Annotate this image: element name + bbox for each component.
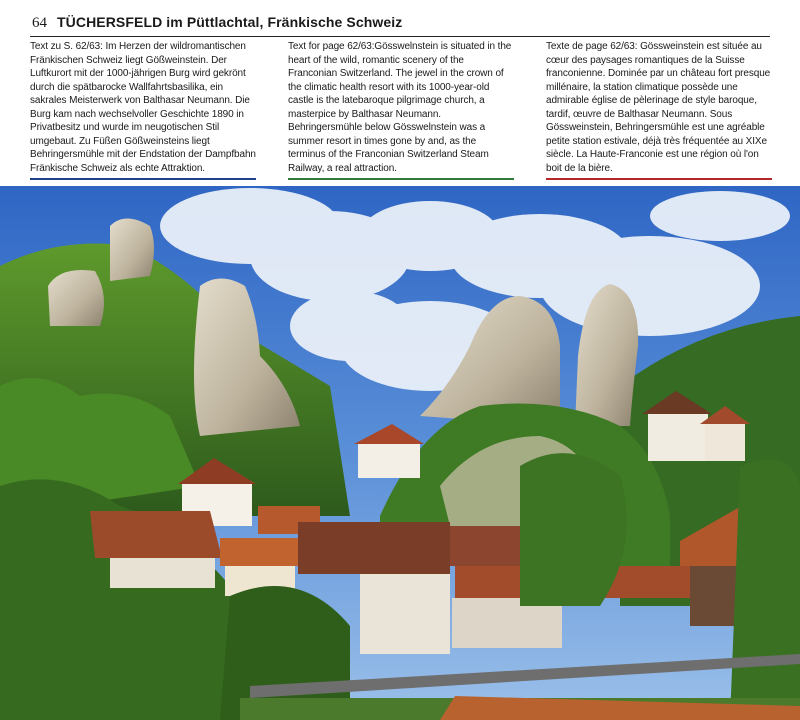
page-number: 64 xyxy=(32,15,47,31)
german-text: Text zu S. 62/63: Im Herzen der wildromantischen Fränkischen Schweiz liegt Gößweinstein. Der Luftkurort mit der 1000-jährigen Burg wird gekrönt durch die spätbarocke Wallfahrtsbasilika, ein sakrales Meisterwerk von Balthasar Neumann. Die Burg kam nach wechselvoller Geschichte 1890 in Privatbesitz und wurde im neugotischen Stil umgebaut. Zu Füßen Gößweinsteins liegt Behringersmühle mit der Endstation der Dampfbahn Fränkische Schweiz als echte Attraktion. xyxy=(30,41,256,174)
page-header xyxy=(30,14,770,37)
column-rule-english xyxy=(288,178,514,180)
french-text: Texte de page 62/63: Gössweinstein est située au cœur des paysages romantiques de la Suisse franconienne. Dominée par un château fort presque millénaire, la station climatique possède une admirable église de pèlerinage de style baroque, tardif, œuvre de Balthasar Neumann. Sous Gössweinstein, Behringersmühle est une agréable petite station estivale, déjà très fréquentée au XIXe siècle. La Haute-Franconie est une région où l'on boit de la bière. xyxy=(546,41,771,174)
english-text: Text for page 62/63:Gösswelnstein is situated in the heart of the wild, romantic scenery of the Franconian Switzerland. The jewel in the crown of the climatic health resort with its 1000-year-old castle is the latebaroque pilgrimage church, a masterpice by Balthasar Neumann. Behringersmühle below Gösswelnstein was a summer resort in times gone by and, as the terminus of the Franconian Switzerland Steam Railway, a real attraction. xyxy=(288,41,512,174)
text-columns xyxy=(30,40,772,175)
column-rule-french xyxy=(546,178,772,180)
column-german xyxy=(30,40,256,175)
page-title: TÜCHERSFELD im Püttlachtal, Fränkische Schweiz xyxy=(57,14,403,30)
column-english xyxy=(288,40,514,175)
column-french xyxy=(546,40,772,175)
column-rule-german xyxy=(30,178,256,180)
landscape-photo xyxy=(0,186,800,720)
